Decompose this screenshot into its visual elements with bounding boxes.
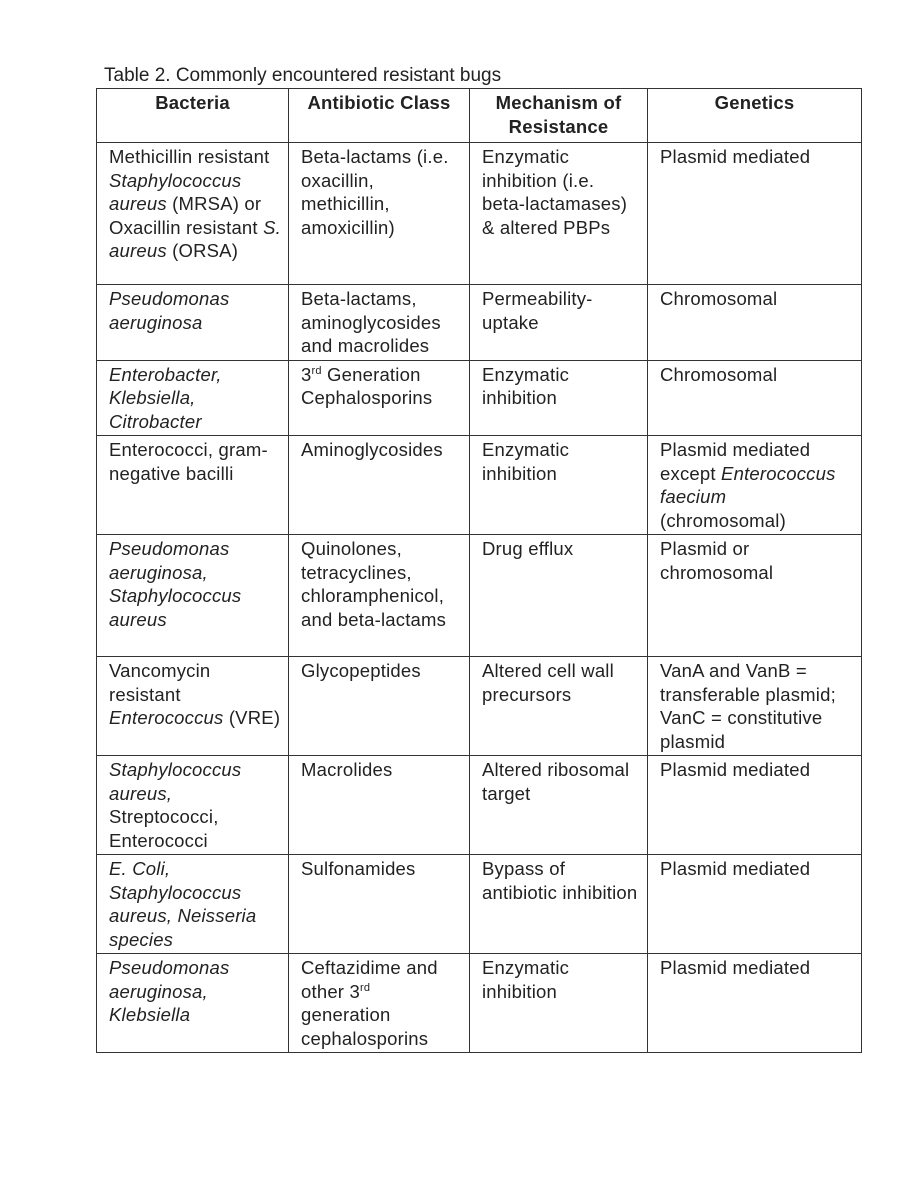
cell-genetics: Plasmid mediated xyxy=(648,756,862,855)
cell-bacteria: Methicillin resistant Staphylococcus aureus (MRSA) or Oxacillin resistant S. aureus (ORSA) xyxy=(97,143,289,285)
cell-mechanism: Enzymatic inhibition xyxy=(470,360,648,436)
cell-bacteria: E. Coli, Staphylococcus aureus, Neisseria species xyxy=(97,855,289,954)
cell-genetics: Chromosomal xyxy=(648,360,862,436)
cell-antibiotic-class: Sulfonamides xyxy=(289,855,470,954)
cell-antibiotic-class: Beta-lactams, aminoglycosides and macrolides xyxy=(289,285,470,361)
cell-antibiotic-class: Macrolides xyxy=(289,756,470,855)
cell-antibiotic-class: Aminoglycosides xyxy=(289,436,470,535)
header-antibiotic-class: Antibiotic Class xyxy=(289,89,470,143)
cell-mechanism: Altered cell wall precursors xyxy=(470,657,648,756)
cell-mechanism: Bypass of antibiotic inhibition xyxy=(470,855,648,954)
cell-bacteria: Enterococci, gram-negative bacilli xyxy=(97,436,289,535)
cell-bacteria: Vancomycin resistant Enterococcus (VRE) xyxy=(97,657,289,756)
table-caption: Table 2. Commonly encountered resistant bugs xyxy=(104,65,502,86)
header-bacteria: Bacteria xyxy=(97,89,289,143)
header-genetics: Genetics xyxy=(648,89,862,143)
cell-genetics: Plasmid mediated except Enterococcus faecium (chromosomal) xyxy=(648,436,862,535)
cell-genetics: VanA and VanB = transferable plasmid; VanC = constitutive plasmid xyxy=(648,657,862,756)
table-row xyxy=(97,285,862,361)
header-row xyxy=(97,89,862,143)
header-mechanism: Mechanism of Resistance xyxy=(470,89,648,143)
table-row xyxy=(97,756,862,855)
cell-genetics: Plasmid mediated xyxy=(648,855,862,954)
table-row xyxy=(97,143,862,285)
cell-bacteria: Pseudomonas aeruginosa, Staphylococcus aureus xyxy=(97,535,289,657)
cell-genetics: Plasmid mediated xyxy=(648,143,862,285)
table-row xyxy=(97,954,862,1053)
cell-antibiotic-class: Glycopeptides xyxy=(289,657,470,756)
cell-mechanism: Enzymatic inhibition (i.e. beta-lactamases) & altered PBPs xyxy=(470,143,648,285)
cell-antibiotic-class: Ceftazidime and other 3rd generation cephalosporins xyxy=(289,954,470,1053)
resistant-bugs-table xyxy=(96,88,862,1053)
table-row xyxy=(97,855,862,954)
cell-antibiotic-class: Quinolones, tetracyclines, chloramphenicol, and beta-lactams xyxy=(289,535,470,657)
cell-mechanism: Enzymatic inhibition xyxy=(470,436,648,535)
cell-mechanism: Drug efflux xyxy=(470,535,648,657)
table-row xyxy=(97,535,862,657)
cell-mechanism: Permeability-uptake xyxy=(470,285,648,361)
table-row xyxy=(97,657,862,756)
cell-mechanism: Altered ribosomal target xyxy=(470,756,648,855)
cell-genetics: Plasmid or chromosomal xyxy=(648,535,862,657)
cell-mechanism: Enzymatic inhibition xyxy=(470,954,648,1053)
cell-bacteria: Staphylococcus aureus, Streptococci, Enterococci xyxy=(97,756,289,855)
cell-genetics: Chromosomal xyxy=(648,285,862,361)
cell-bacteria: Pseudomonas aeruginosa, Klebsiella xyxy=(97,954,289,1053)
table-row xyxy=(97,436,862,535)
cell-genetics: Plasmid mediated xyxy=(648,954,862,1053)
cell-antibiotic-class: 3rd Generation Cephalosporins xyxy=(289,360,470,436)
cell-bacteria: Pseudomonas aeruginosa xyxy=(97,285,289,361)
cell-antibiotic-class: Beta-lactams (i.e. oxacillin, methicillin, amoxicillin) xyxy=(289,143,470,285)
table-row xyxy=(97,360,862,436)
cell-bacteria: Enterobacter, Klebsiella, Citrobacter xyxy=(97,360,289,436)
